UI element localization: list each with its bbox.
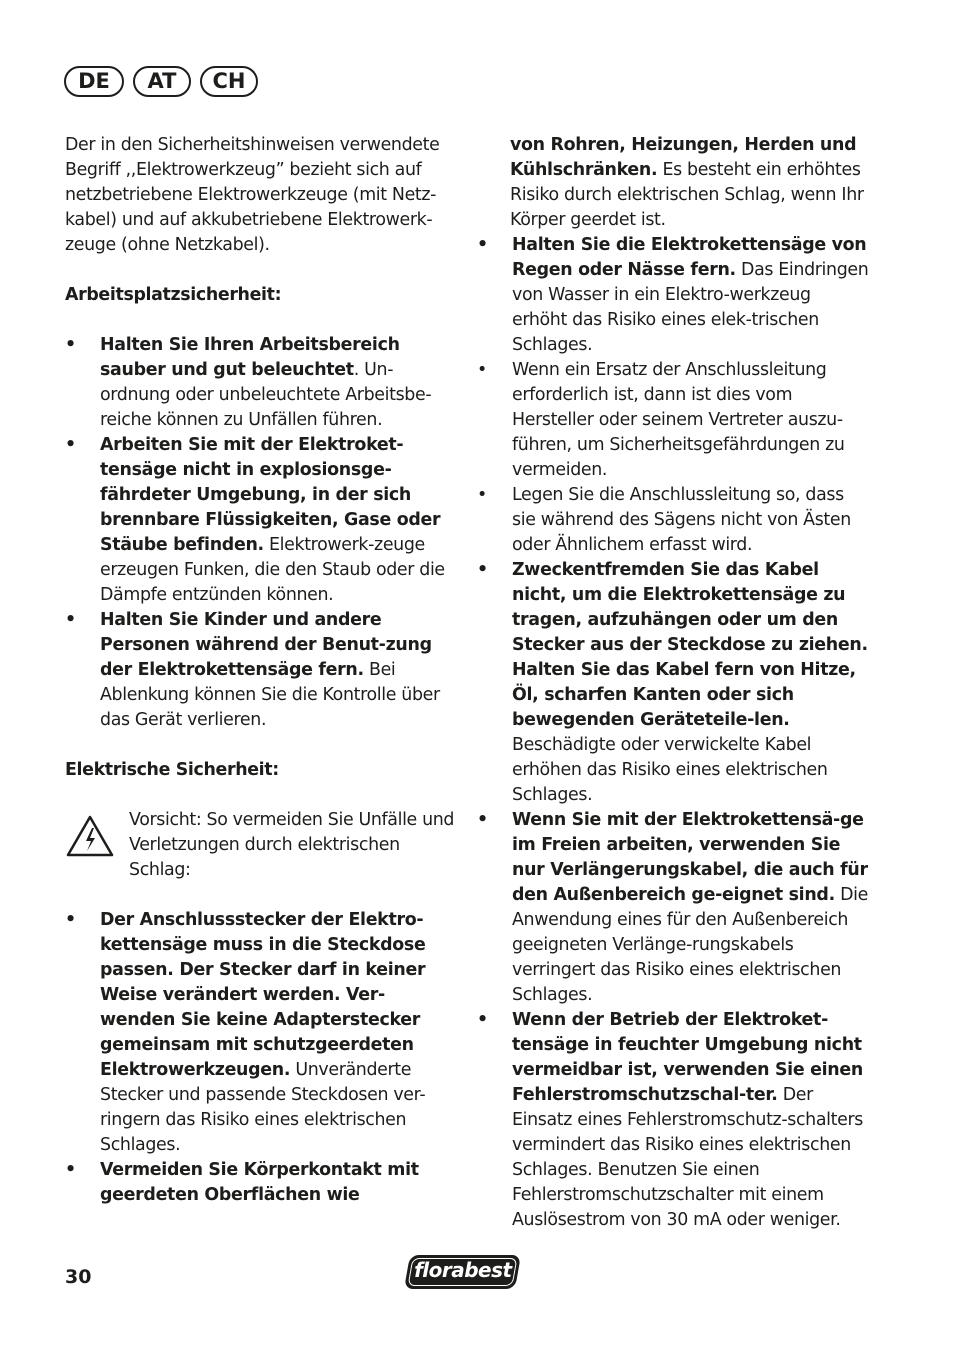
badge-at: AT <box>133 66 191 97</box>
item-bold-text: Wenn Sie mit der Elektrokettensä-ge im Freien arbeiten, verwenden Sie nur Verlängerungskabel, die auch für den Außenbereich ge-eignet sind. <box>512 810 868 905</box>
florabest-logo <box>404 1255 521 1289</box>
list-item <box>477 808 869 1008</box>
item-text: Wenn ein Ersatz der Anschlussleitung erforderlich ist, dann ist dies vom Hersteller oder seinem Vertreter auszu-führen, um Sicherheitsgefährdungen zu vermeiden. <box>512 360 845 480</box>
item-text: Unveränderte Stecker und passende Steckdosen ver-ringern das Risiko eines elektrischen Schlages. <box>100 1060 426 1155</box>
item-text: Der Einsatz eines Fehlerstromschutz-schalters vermindert das Risiko eines elektrischen Schlages. Benutzen Sie einen Fehlerstromschutzschalter mit einem Auslösestrom von 30 mA oder weniger. <box>512 1085 863 1230</box>
bullet-icon: • <box>477 235 488 255</box>
list-item <box>477 1008 869 1233</box>
item-bold-text: Halten Sie die Elektrokettensäge von Regen oder Nässe fern. <box>512 235 867 280</box>
right-column <box>477 133 869 1233</box>
heading-workplace-safety: Arbeitsplatzsicherheit: <box>65 285 282 305</box>
item-bold-text: Halten Sie Ihren Arbeitsbereich sauber und gut beleuchtet <box>100 335 400 380</box>
list-item <box>65 908 455 1158</box>
intro-paragraph: Der in den Sicherheitshinweisen verwendete Begriff ,,Elektrowerkzeug” bezieht sich auf netzbetriebene Elektrowerkzeuge (mit Netz-kabel) und auf akkubetriebene Elektrowerk-zeuge (ohne Netzkabel). <box>65 135 440 255</box>
list-item <box>477 558 869 808</box>
bullet-icon: • <box>477 485 487 505</box>
item-bold-text: Arbeiten Sie mit der Elektroket-tensäge nicht in explosionsge-fährdeter Umgebung, in der sich brennbare Flüssigkeiten, Gase oder Stäube befinden. <box>100 435 441 555</box>
bullet-icon: • <box>477 810 488 830</box>
logo-text: florabest <box>414 1258 512 1282</box>
country-badges <box>64 66 258 97</box>
electric-warning-triangle-icon <box>65 814 115 858</box>
item-bold-text: Vermeiden Sie Körperkontakt mit geerdeten Oberflächen wie <box>100 1160 419 1205</box>
item-bold-text: Halten Sie Kinder und andere Personen während der Benut-zung der Elektrokettensäge fern. <box>100 610 432 680</box>
list-item <box>65 433 455 608</box>
page-number: 30 <box>65 1266 92 1288</box>
bullet-icon: • <box>65 610 76 630</box>
item-text: Die Anwendung eines für den Außenbereich geeigneten Verlänge-rungskabels verringert das Risiko eines elektrischen Schlages. <box>512 885 868 1005</box>
list-item <box>477 483 869 558</box>
badge-ch: CH <box>200 66 258 97</box>
list-item <box>65 608 455 733</box>
item-text: Bei Ablenkung können Sie die Kontrolle über das Gerät verlieren. <box>100 660 440 730</box>
bullet-icon: • <box>65 1160 76 1180</box>
badge-de: DE <box>64 66 124 97</box>
item-text: Beschädigte oder verwickelte Kabel erhöhen das Risiko eines elektrischen Schlages. <box>512 735 828 805</box>
warning-note <box>65 808 455 883</box>
item-text: Legen Sie die Anschlussleitung so, dass sie während des Sägens nicht von Ästen oder Ähnlichem erfasst wird. <box>512 485 851 555</box>
item-text: Das Eindringen von Wasser in ein Elektro-werkzeug erhöht das Risiko eines elek-trischen Schlages. <box>512 260 869 355</box>
item-text: . Un-ordnung oder unbeleuchtete Arbeitsbe-reiche können zu Unfällen führen. <box>100 360 432 430</box>
item-bold-text: von Rohren, Heizungen, Herden und Kühlschränken. <box>510 135 857 180</box>
item-text: Elektrowerk-zeuge erzeugen Funken, die den Staub oder die Dämpfe entzünden können. <box>100 535 445 605</box>
heading-electrical-safety: Elektrische Sicherheit: <box>65 760 279 780</box>
bullet-icon: • <box>477 560 488 580</box>
left-column <box>65 133 455 1208</box>
bullet-icon: • <box>65 435 76 455</box>
item-bold-text: Der Anschlussstecker der Elektro-kettensäge muss in die Steckdose passen. Der Stecker darf in keiner Weise verändert werden. Ver-wenden Sie keine Adapterstecker gemeinsam mit schutzgeerdeten Elektrowerkzeugen. <box>100 910 426 1080</box>
warning-text: Vorsicht: So vermeiden Sie Unfälle und Verletzungen durch elektrischen Schlag: <box>129 810 455 880</box>
list-item <box>477 358 869 483</box>
bullet-icon: • <box>65 910 76 930</box>
list-item-continuation <box>477 133 869 233</box>
list-item <box>477 233 869 358</box>
item-bold-text: Zweckentfremden Sie das Kabel nicht, um die Elektrokettensäge zu tragen, aufzuhängen oder um den Stecker aus der Steckdose zu ziehen. Halten Sie das Kabel fern von Hitze, Öl, scharfen Kanten oder sich bewegenden Geräteteile-len. <box>512 560 868 730</box>
bullet-icon: • <box>477 1010 488 1030</box>
item-text: Es besteht ein erhöhtes Risiko durch elektrischen Schlag, wenn Ihr Körper geerdet ist. <box>510 160 864 230</box>
bullet-icon: • <box>65 335 76 355</box>
item-bold-text: Wenn der Betrieb der Elektroket-tensäge in feuchter Umgebung nicht vermeidbar ist, verwenden Sie einen Fehlerstromschutzschal-ter. <box>512 1010 863 1105</box>
list-item <box>65 333 455 433</box>
list-item <box>65 1158 455 1208</box>
bullet-icon: • <box>477 360 487 380</box>
